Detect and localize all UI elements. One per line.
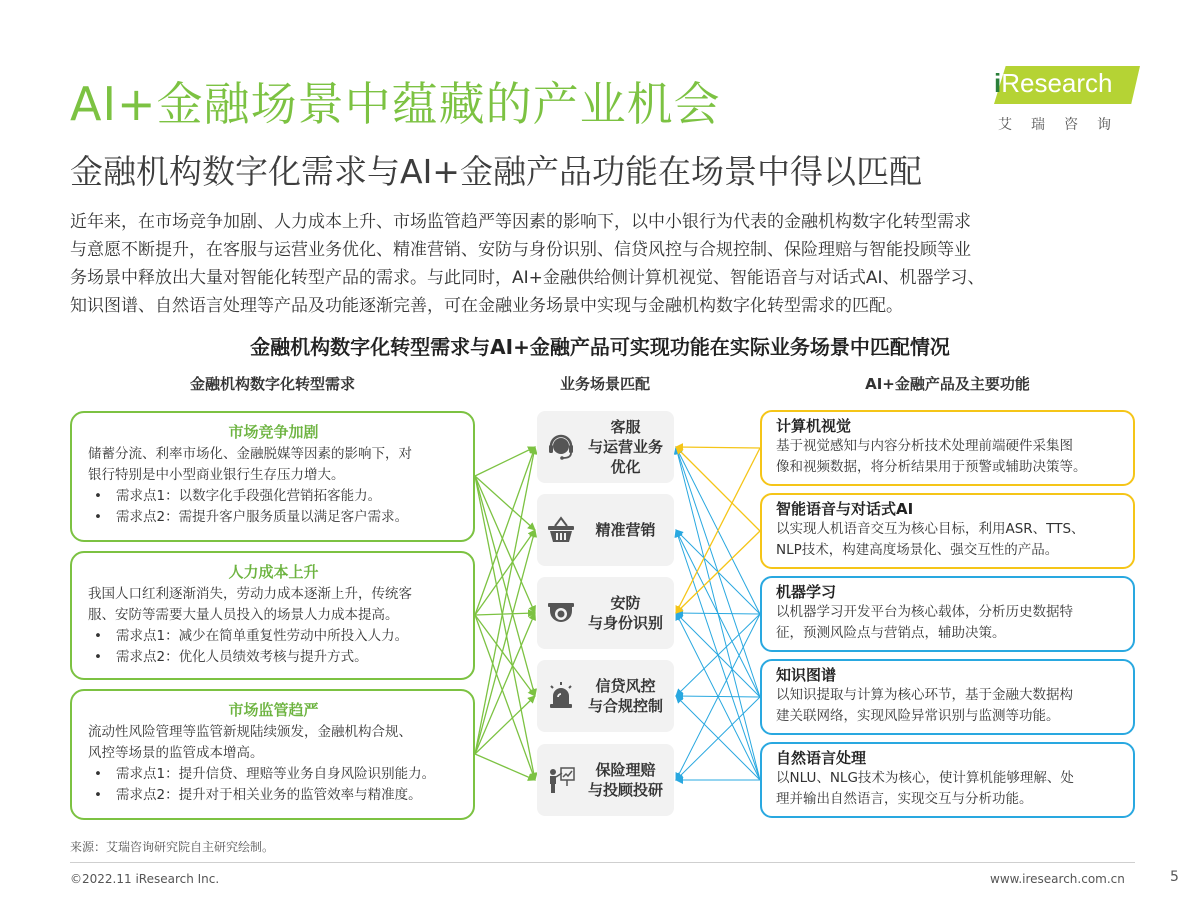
source-note: 来源：艾瑞咨询研究院自主研究绘制。 [70, 840, 275, 854]
connector-line [475, 476, 535, 530]
need-title: 市场监管趋严 [228, 701, 319, 719]
need-point: • 需求点1：减少在简单重复性劳动中所投入人力。 [94, 628, 409, 644]
product-description: 以知识提取与计算为核心环节，基于金融大数据构 [776, 687, 1073, 703]
column-header-needs: 金融机构数字化转型需求 [189, 375, 355, 393]
product-description: NLP技术，构建高度场景化、强交互性的产品。 [776, 542, 1059, 558]
need-point: • 需求点2：需提升客户服务质量以满足客户需求。 [94, 509, 409, 525]
need-description: 服、安防等需要大量人员投入的场景人力成本提高。 [88, 607, 399, 623]
connector-line [676, 614, 760, 780]
need-box-market-competition [70, 411, 475, 542]
product-knowledge-graph [760, 659, 1135, 735]
copyright: ©2022.11 iResearch Inc. [70, 872, 220, 886]
product-description: 征，预测风险点与营销点，辅助决策。 [776, 625, 1006, 641]
scene-label: 安防 与身份识别 [587, 594, 663, 632]
scene-precision-marketing [537, 494, 674, 566]
connector-line [676, 613, 760, 697]
product-nlp [760, 742, 1135, 818]
need-title: 市场竞争加剧 [228, 423, 319, 441]
intro-line: 知识图谱、自然语言处理等产品及功能逐渐完善，可在金融业务场景中实现与金融机构数字化转型需求的匹配。 [70, 296, 903, 316]
connector-line [475, 615, 535, 780]
headset-icon [545, 431, 577, 463]
connector-line [475, 754, 535, 780]
scene-label: 信贷风控 与合规控制 [587, 677, 663, 715]
need-description: 银行特别是中小型商业银行生存压力增大。 [88, 467, 345, 483]
connector-line [676, 613, 760, 614]
scene-security-identity [537, 577, 674, 649]
product-title: 智能语音与对话式AI [776, 500, 914, 518]
page-number: 5 [1170, 869, 1179, 885]
connector-line [475, 476, 535, 696]
connector-line [676, 447, 760, 780]
need-to-scene-lines [475, 447, 535, 780]
diagram-title: 金融机构数字化转型需求与AI+金融产品可实现功能在实际业务场景中匹配情况 [250, 335, 950, 359]
connector-line [676, 697, 760, 780]
intro-line: 务场景中释放出大量对智能化转型产品的需求。与此同时，AI+金融供给侧计算机视觉、智能语音与对话式AI、机器学习、 [70, 268, 985, 288]
presenter-chart-icon [545, 764, 577, 796]
connector-line [676, 696, 760, 780]
product-description: 基于视觉感知与内容分析技术处理前端硬件采集图 [776, 438, 1073, 454]
connector-line [676, 447, 760, 697]
connector-line [676, 530, 760, 697]
connector-line [475, 476, 535, 613]
need-point: • 需求点1：以数字化手段强化营销拓客能力。 [94, 488, 382, 504]
connector-line [676, 614, 760, 696]
product-computer-vision [760, 410, 1135, 486]
logo-chinese-name: 艾瑞咨询 [998, 117, 1130, 133]
need-point: • 需求点2：提升对于相关业务的监管效率与精准度。 [94, 787, 422, 803]
column-header-scenes: 业务场景匹配 [559, 375, 650, 393]
need-box-regulation [70, 689, 475, 820]
need-point: • 需求点2：优化人员绩效考核与提升方式。 [94, 649, 368, 665]
column-header-products: AI+金融产品及主要功能 [865, 375, 1030, 393]
connector-line [475, 447, 535, 615]
connector-line [475, 530, 535, 754]
need-description: 风控等场景的监管成本增高。 [88, 745, 264, 761]
connector-line [475, 476, 535, 780]
logo-wordmark: iResearch [994, 68, 1113, 98]
shopping-basket-icon [545, 514, 577, 546]
product-title: 自然语言处理 [776, 749, 867, 767]
product-to-scene-blue-lines [676, 447, 760, 780]
intro-line: 与意愿不断提升，在客服与运营业务优化、精准营销、安防与身份识别、信贷风控与合规控制、保险理赔与智能投顾等业 [70, 240, 971, 260]
connector-line [676, 530, 760, 780]
product-to-scene-yellow-lines [676, 447, 760, 613]
product-description: 理并输出自然语言，实现交互与分析功能。 [776, 791, 1033, 807]
scene-customer-service [537, 411, 674, 483]
footer-divider [70, 862, 1135, 863]
connector-line [676, 447, 760, 448]
product-description: 以NLU、NLG技术为核心，使计算机能够理解、处 [776, 770, 1074, 786]
need-description: 储蓄分流、利率市场化、金融脱媒等因素的影响下，对 [88, 446, 412, 462]
need-title: 人力成本上升 [228, 563, 319, 581]
scene-credit-risk [537, 660, 674, 732]
product-title: 知识图谱 [776, 666, 837, 684]
connector-line [676, 448, 760, 613]
connector-line [475, 447, 535, 476]
need-point: • 需求点1：提升信贷、理赔等业务自身风险识别能力。 [94, 766, 436, 782]
scene-label: 客服 与运营业务 优化 [587, 418, 663, 476]
need-description: 我国人口红利逐渐消失，劳动力成本逐渐上升，传统客 [88, 586, 412, 602]
page-title: AI+金融场景中蕴藏的产业机会 [70, 77, 721, 131]
scene-insurance-advisory [537, 744, 674, 816]
connector-line [676, 447, 760, 614]
product-intelligent-voice [760, 493, 1135, 569]
intro-line: 近年来，在市场竞争加剧、人力成本上升、市场监管趋严等因素的影响下，以中小银行为代表的金融机构数字化转型需求 [70, 212, 971, 232]
connector-line [676, 696, 760, 697]
website-url: www.iresearch.com.cn [990, 872, 1125, 886]
connector-line [676, 613, 760, 780]
connector-line [676, 447, 760, 531]
scene-label: 精准营销 [595, 521, 656, 539]
intro-paragraph [70, 208, 1150, 320]
connector-line [676, 531, 760, 613]
alarm-light-icon [545, 680, 577, 712]
need-description: 流动性风险管理等监管新规陆续颁发，金融机构合规、 [88, 724, 412, 740]
product-machine-learning [760, 576, 1135, 652]
need-box-labor-cost [70, 551, 475, 680]
product-description: 以实现人机语音交互为核心目标，利用ASR、TTS、 [776, 521, 1085, 537]
page-subtitle: 金融机构数字化需求与AI+金融产品功能在场景中得以匹配 [70, 152, 922, 191]
iresearch-logo [990, 62, 1140, 134]
product-description: 像和视频数据，将分析结果用于预警或辅助决策等。 [776, 459, 1087, 475]
connector-line [475, 613, 535, 615]
security-camera-icon [545, 597, 577, 629]
connector-line [676, 530, 760, 614]
connector-line [475, 615, 535, 696]
scene-label: 保险理赔 与投顾投研 [587, 761, 663, 799]
connector-line [475, 530, 535, 615]
product-description: 建关联网络，实现风险异常识别与监测等功能。 [776, 708, 1060, 724]
connector-line [475, 696, 535, 754]
connector-line [475, 447, 535, 754]
product-title: 计算机视觉 [776, 417, 852, 435]
product-description: 以机器学习开发平台为核心载体，分析历史数据特 [776, 604, 1073, 620]
product-title: 机器学习 [776, 583, 837, 601]
connector-line [475, 613, 535, 754]
